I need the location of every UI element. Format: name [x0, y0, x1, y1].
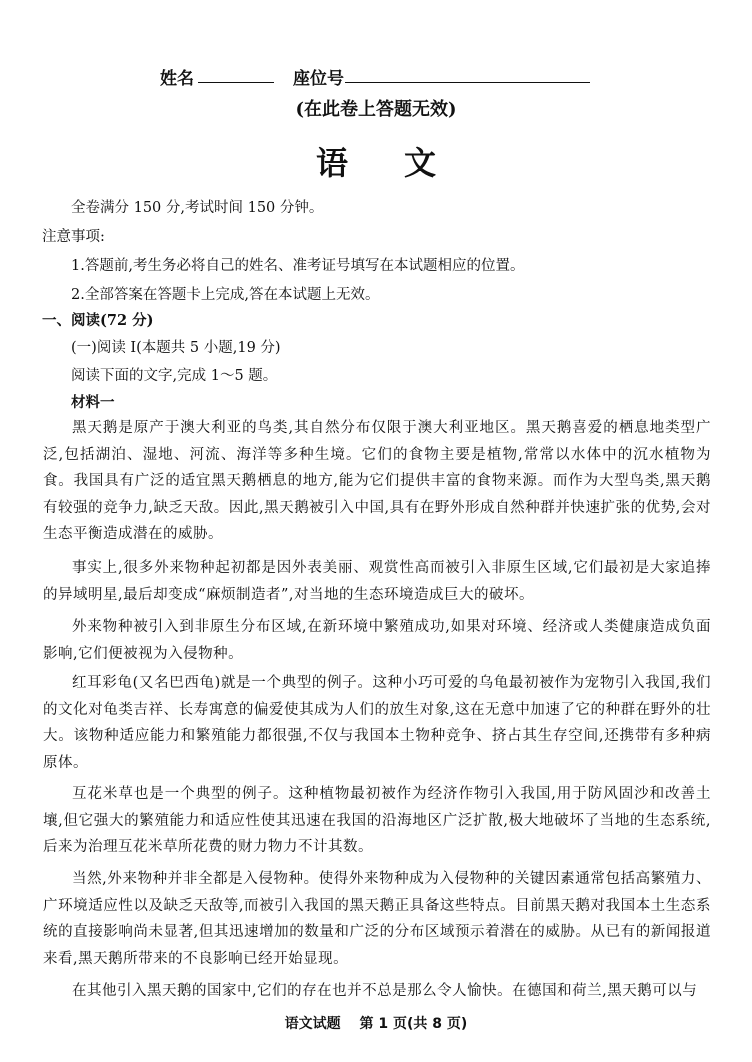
reading-instruction: 阅读下面的文字,完成 1～5 题。: [71, 368, 278, 384]
passage-paragraph: 事实上,很多外来物种起初都是因外表美丽、观赏性高而被引入非原生区域,它们最初是大家追捧的异域明星,最后却变成“麻烦制造者”,对当地的生态环境造成巨大的破坏。: [43, 560, 711, 603]
seat-number-blank-field: [345, 82, 590, 83]
candidate-info-line: [0, 60, 752, 90]
passage-paragraph: 黑天鹅是原产于澳大利亚的鸟类,其自然分布仅限于澳大利亚地区。黑天鹅喜爱的栖息地类型广泛,包括湖泊、湿地、河流、海洋等多种生境。它们的食物主要是植物,常常以水体中的沉水植物为食。我国具有广泛的适宜黑天鹅栖息的地方,能为它们提供丰富的食物来源。而作为大型鸟类,黑天鹅有较强的竞争力,缺乏天敌。因此,黑天鹅被引入中国,具有在野外形成自然种群并快速扩张的优势,会对生态平衡造成潜在的威胁。: [43, 420, 711, 543]
invalid-answer-notice: (在此卷上答题无效): [295, 99, 457, 120]
footer-page-number: 第 1 页(共 8 页): [359, 1016, 468, 1032]
seat-number-label: 座位号: [293, 69, 344, 89]
material-label: 材料一: [71, 394, 115, 411]
section-title: 一、阅读(72 分): [42, 312, 154, 329]
page-footer: [0, 1013, 752, 1033]
subject-title: 语文: [315, 144, 492, 182]
subsection-title: (一)阅读 Ⅰ(本题共 5 小题,19 分): [71, 340, 281, 356]
note-item: 1.答题前,考生务必将自己的姓名、准考证号填写在本试题相应的位置。: [71, 258, 525, 274]
footer-subject: 语文试题: [284, 1016, 341, 1032]
passage-paragraph: 红耳彩龟(又名巴西龟)就是一个典型的例子。这种小巧可爱的乌龟最初被作为宠物引入我国,我们的文化对龟类吉祥、长寿寓意的偏爱使其成为人们的放生对象,这在无意中加速了它的种群在野外的壮大。该物种适应能力和繁殖能力都很强,不仅与我国本土物种竞争、挤占其生存空间,还携带有多种病原体。: [43, 675, 711, 771]
passage-paragraph: 在其他引入黑天鹅的国家中,它们的存在也并不总是那么令人愉快。在德国和荷兰,黑天鹅可以与: [72, 983, 698, 999]
passage-paragraph: 互花米草也是一个典型的例子。这种植物最初被作为经济作物引入我国,用于防风固沙和改善土壤,但它强大的繁殖能力和适应性使其迅速在我国的沿海地区广泛扩散,极大地破坏了当地的生态系统,后来为治理互花米草所花费的财力物力不计其数。: [43, 786, 711, 856]
passage-paragraph: 外来物种被引入到非原生分布区域,在新环境中繁殖成功,如果对环境、经济或人类健康造成负面影响,它们便被视为入侵物种。: [43, 619, 711, 662]
name-label: 姓名: [160, 69, 194, 89]
name-blank-field: [198, 82, 274, 83]
exam-total-info: 全卷满分 150 分,考试时间 150 分钟。: [71, 200, 324, 216]
passage-paragraph: 当然,外来物种并非全都是入侵物种。使得外来物种成为入侵物种的关键因素通常包括高繁殖力、广环境适应性以及缺乏天敌等,而被引入我国的黑天鹅正具备这些特点。目前黑天鹅对我国本土生态系统的直接影响尚未显著,但其迅速增加的数量和广泛的分布区域预示着潜在的威胁。从已有的新闻报道来看,黑天鹅所带来的不良影响已经开始显现。: [43, 871, 711, 967]
note-item: 2.全部答案在答题卡上完成,答在本试题上无效。: [71, 287, 380, 303]
notes-title: 注意事项:: [42, 229, 105, 245]
